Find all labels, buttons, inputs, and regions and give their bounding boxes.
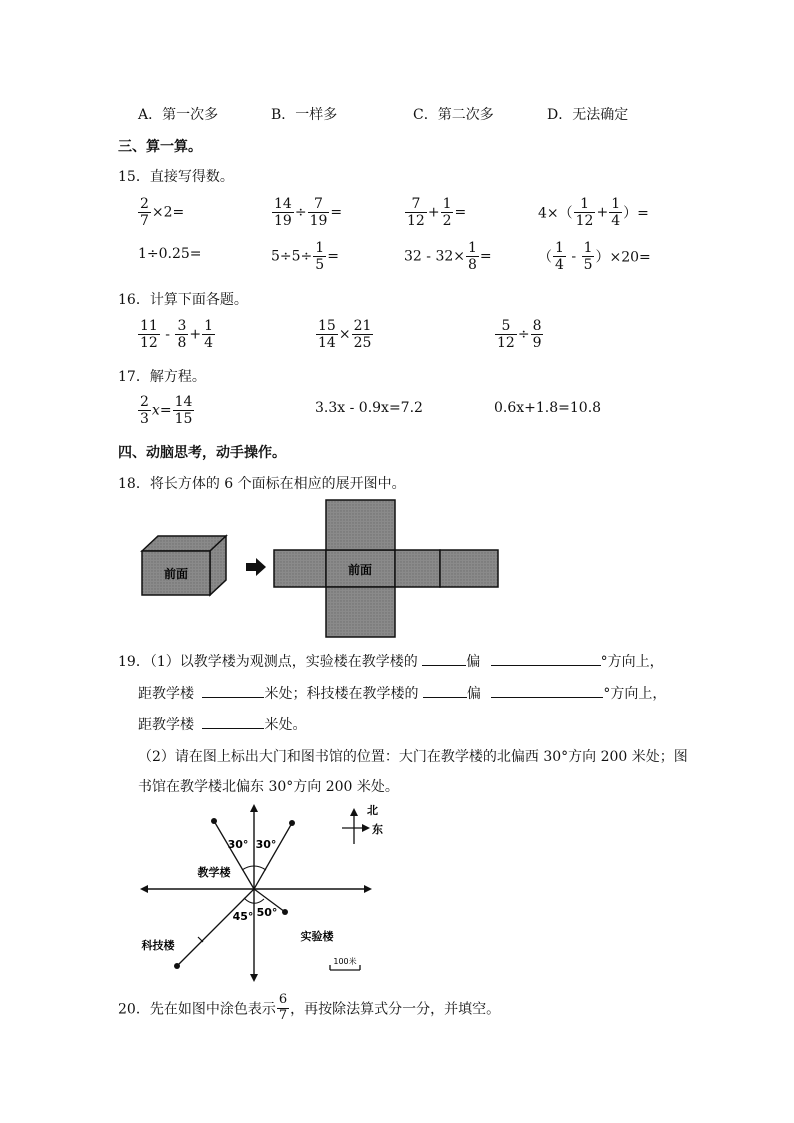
net-face-right	[395, 550, 440, 587]
answer-blank[interactable]	[422, 651, 466, 666]
q16-title: 16．计算下面各题。	[118, 292, 248, 308]
point-tech	[174, 963, 180, 969]
point-ne	[289, 820, 295, 826]
q19-line-3: 距教学楼 米处。	[138, 714, 306, 734]
answer-blank[interactable]	[491, 683, 603, 698]
q15-expr-5: 1÷0.25=	[138, 246, 202, 262]
angle-30-left: 30°	[227, 838, 249, 851]
angle-30-right: 30°	[255, 838, 277, 851]
net-face-left	[274, 550, 326, 587]
q17-expr-2: 3.3x - 0.9x=7.2	[315, 400, 423, 416]
point-lab	[282, 909, 288, 915]
q19-line-2: 距教学楼 米处；科技楼在教学楼的 偏 °方向上，	[138, 683, 666, 703]
angle-50: 50°	[256, 906, 278, 919]
cuboid-net-figure	[130, 498, 510, 640]
label-tech-building: 科技楼	[141, 939, 175, 952]
q15-expr-2: $\frac{14}{19}$ ÷ $\frac{7}{19}$ =	[274, 196, 343, 230]
net-front-label: 前面	[347, 563, 373, 577]
arrow-right-icon	[246, 558, 266, 576]
cuboid	[142, 536, 226, 595]
option-c: C．第二次多	[413, 107, 494, 123]
q20-line: 20．先在如图中涂色表示 $\frac{6}{7}$ ，再按除法算式分一分，并填空。	[118, 992, 501, 1023]
q15-expr-6: 5÷5÷ $\frac{1}{5}$ =	[271, 240, 339, 274]
q15-expr-7: 32 - 32× $\frac{1}{8}$ =	[404, 240, 492, 274]
section-3-title: 三、算一算。	[118, 139, 202, 155]
cuboid-front-label: 前面	[163, 567, 189, 581]
compass-north: 北	[367, 804, 378, 817]
net-face-top	[326, 500, 395, 550]
answer-blank[interactable]	[202, 683, 264, 698]
q19-part-2-line-1: （2）请在图上标出大门和图书馆的位置：大门在教学楼的北偏西 30°方向 200 米处；图	[138, 749, 688, 765]
answer-blank[interactable]	[202, 714, 264, 729]
unfolded-net	[274, 500, 498, 637]
angle-45: 45°	[232, 910, 254, 923]
option-a: A．第一次多	[138, 107, 219, 123]
q15-title: 15．直接写得数。	[118, 169, 234, 185]
answer-blank[interactable]	[423, 683, 467, 698]
q17-title: 17．解方程。	[118, 369, 206, 385]
option-b: B．一样多	[271, 107, 338, 123]
q16-expr-1: $\frac{11}{12}$ - $\frac{3}{8}$ + $\frac{1}{4}$	[140, 318, 214, 352]
scale-label: 100米	[333, 957, 357, 966]
answer-blank[interactable]	[491, 651, 601, 666]
section-4-title: 四、动脑思考，动手操作。	[118, 445, 286, 461]
compass-east: 东	[372, 823, 383, 836]
label-teaching-building: 教学楼	[197, 866, 231, 879]
direction-map	[134, 798, 414, 988]
q15-expr-3: $\frac{7}{12}$ + $\frac{1}{2}$ =	[407, 196, 467, 230]
compass-icon	[342, 808, 370, 844]
point-nw	[211, 818, 217, 824]
q19-line-1: 19．（1）以教学楼为观测点，实验楼在教学楼的 偏 °方向上，	[118, 651, 664, 671]
q17-expr-3: 0.6x+1.8=10.8	[494, 400, 602, 416]
q15-expr-8: （ $\frac{1}{4}$ - $\frac{1}{5}$ ）×20=	[538, 240, 651, 274]
q15-expr-1: $\frac{2}{7}$ ×2=	[140, 196, 185, 230]
q18-title: 18．将长方体的 6 个面标在相应的展开图中。	[118, 476, 406, 492]
option-d: D．无法确定	[547, 107, 629, 123]
q19-part-2-line-2: 书馆在教学楼北偏东 30°方向 200 米处。	[138, 779, 399, 795]
q17-expr-1: $\frac{2}{3}$ x= $\frac{14}{15}$	[140, 394, 193, 428]
q16-expr-2: $\frac{15}{14}$ × $\frac{21}{25}$	[318, 318, 372, 352]
label-lab-building: 实验楼	[300, 930, 334, 943]
q15-expr-4: 4×（ $\frac{1}{12}$ + $\frac{1}{4}$ ）=	[538, 196, 649, 230]
q16-expr-3: $\frac{5}{12}$ ÷ $\frac{8}{9}$	[497, 318, 542, 352]
net-face-bottom	[326, 587, 395, 637]
net-face-back	[440, 550, 498, 587]
